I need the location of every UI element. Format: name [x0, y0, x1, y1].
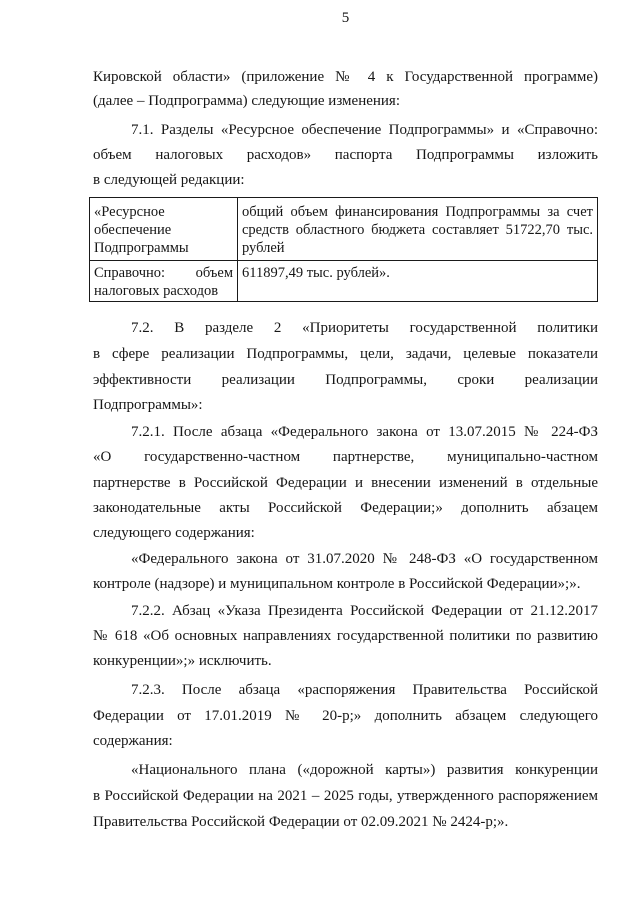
- cell-line: общий объем финансирования Подпрограммы за счет: [242, 204, 593, 220]
- item-7-2-line: в сфере реализации Подпрограммы, цели, задачи, целевые показатели: [93, 346, 598, 362]
- cell-line: Подпрограммы: [94, 240, 189, 256]
- item-7-2-3-line: 7.2.3. После абзаца «распоряжения Правительства Российской: [131, 682, 598, 698]
- item-7-1-line: объем налоговых расходов» паспорта Подпрограммы изложить: [93, 147, 598, 163]
- insert-7-2-3-line: «Национального плана («дорожной карты») развития конкуренции: [131, 762, 598, 778]
- item-7-2-2-line: № 618 «Об основных направлениях государственной политики по развитию: [93, 628, 598, 644]
- item-7-1-line: в следующей редакции:: [93, 172, 245, 188]
- item-7-2-1-line: «О государственно-частном партнерстве, муниципально-частном: [93, 449, 598, 465]
- intro-line: Кировской области» (приложение № 4 к Государственной программе): [93, 69, 598, 85]
- item-7-2-3-line: Федерации от 17.01.2019 № 20-р;» дополнить абзацем следующего: [93, 708, 598, 724]
- cell-line: «Ресурсное: [94, 204, 165, 220]
- item-7-2-1-line: 7.2.1. После абзаца «Федерального закона от 13.07.2015 № 224-ФЗ: [131, 424, 598, 440]
- cell-line: налоговых расходов: [94, 283, 219, 299]
- cell-line: средств областного бюджета составляет 51722,70 тыс.: [242, 222, 593, 238]
- item-7-1-line: 7.1. Разделы «Ресурсное обеспечение Подпрограммы» и «Справочно:: [131, 122, 598, 138]
- item-7-2-1-line: законодательные акты Российской Федерации;» дополнить абзацем: [93, 500, 598, 516]
- table-cell-label: [90, 198, 238, 261]
- insert-7-2-3-line: в Российской Федерации на 2021 – 2025 годы, утвержденного распоряжением: [93, 788, 598, 804]
- item-7-2-1-line: партнерстве в Российской Федерации и внесении изменений в отдельные: [93, 475, 598, 491]
- insert-7-2-1-line: «Федерального закона от 31.07.2020 № 248-ФЗ «О государственном: [131, 551, 598, 567]
- cell-line: 611897,49 тыс. рублей».: [242, 265, 390, 281]
- intro-line: (далее – Подпрограмма) следующие изменения:: [93, 93, 400, 109]
- item-7-2-2-line: 7.2.2. Абзац «Указа Президента Российской Федерации от 21.12.2017: [131, 603, 598, 619]
- item-7-2-line: 7.2. В разделе 2 «Приоритеты государственной политики: [131, 320, 598, 336]
- table-cell-label: [90, 261, 238, 301]
- item-7-2-3-line: содержания:: [93, 733, 173, 749]
- cell-line: обеспечение: [94, 222, 172, 238]
- table-cell-value: [238, 261, 597, 301]
- table-cell-value: [238, 198, 597, 261]
- cell-line: Справочно: объем: [94, 265, 233, 281]
- item-7-2-2-line: конкуренции»;» исключить.: [93, 653, 272, 669]
- item-7-2-line: эффективности реализации Подпрограммы, сроки реализации: [93, 372, 598, 388]
- cell-line: рублей: [242, 240, 285, 256]
- item-7-2-1-line: следующего содержания:: [93, 525, 255, 541]
- insert-7-2-3-line: Правительства Российской Федерации от 02.09.2021 № 2424-р;».: [93, 814, 509, 830]
- page-number: 5: [341, 10, 350, 26]
- insert-7-2-1-line: контроле (надзоре) и муниципальном контроле в Российской Федерации»;».: [93, 576, 581, 592]
- item-7-2-line: Подпрограммы»:: [93, 397, 203, 413]
- passport-table: [89, 197, 598, 302]
